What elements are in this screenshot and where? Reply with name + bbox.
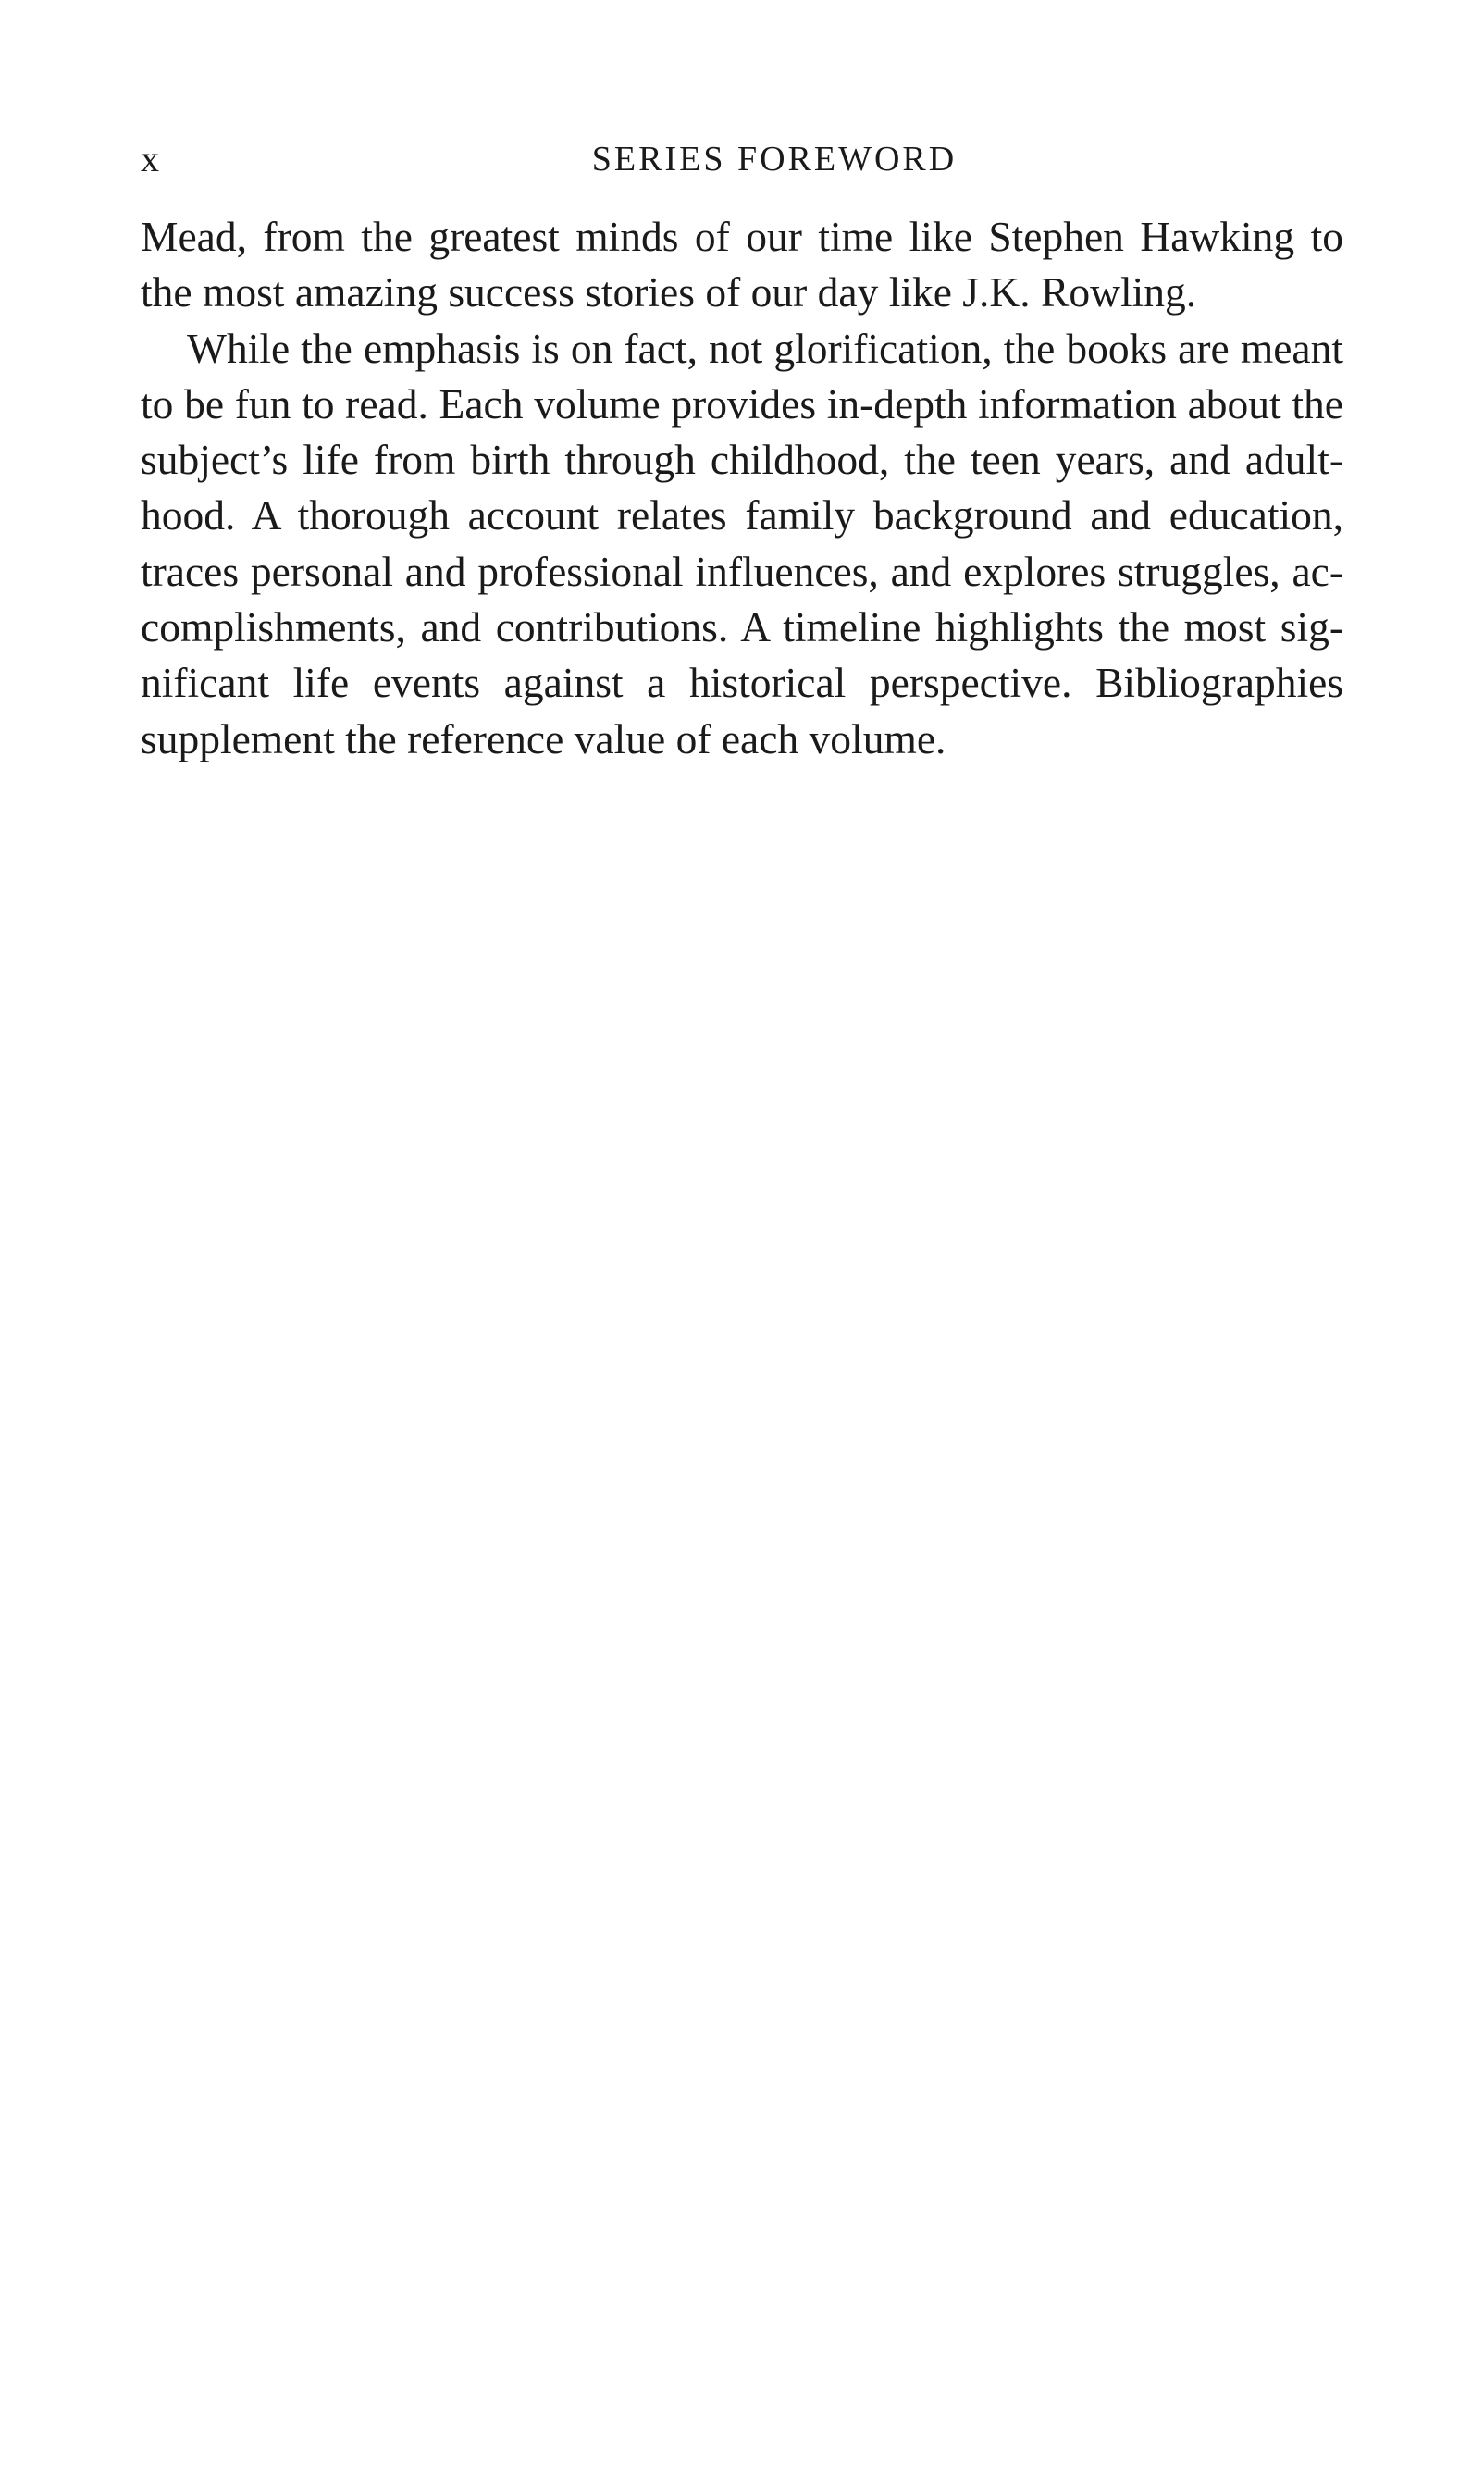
running-head [141, 131, 1343, 187]
body-text [141, 209, 1343, 767]
paragraph: While the emphasis is on fact, not glorification, the books are meant to be fun to read. Each volume provides in-depth information about the subject’s life from birth through childhood, the teen years, and adulthood. A thorough account relates family background and education, traces personal and professional influences, and explores struggles, accomplishments, and contributions. A timeline highlights the most significant life events against a historical perspective. Bibliographies supplement the reference value of each volume. [141, 324, 1343, 762]
paragraph-continued: Mead, from the greatest minds of our time like Stephen Hawking to the most amazing success stories of our day like J.K. Rowling. [141, 213, 1343, 316]
page-number: x [141, 138, 159, 180]
running-title: SERIES FOREWORD [591, 140, 958, 179]
